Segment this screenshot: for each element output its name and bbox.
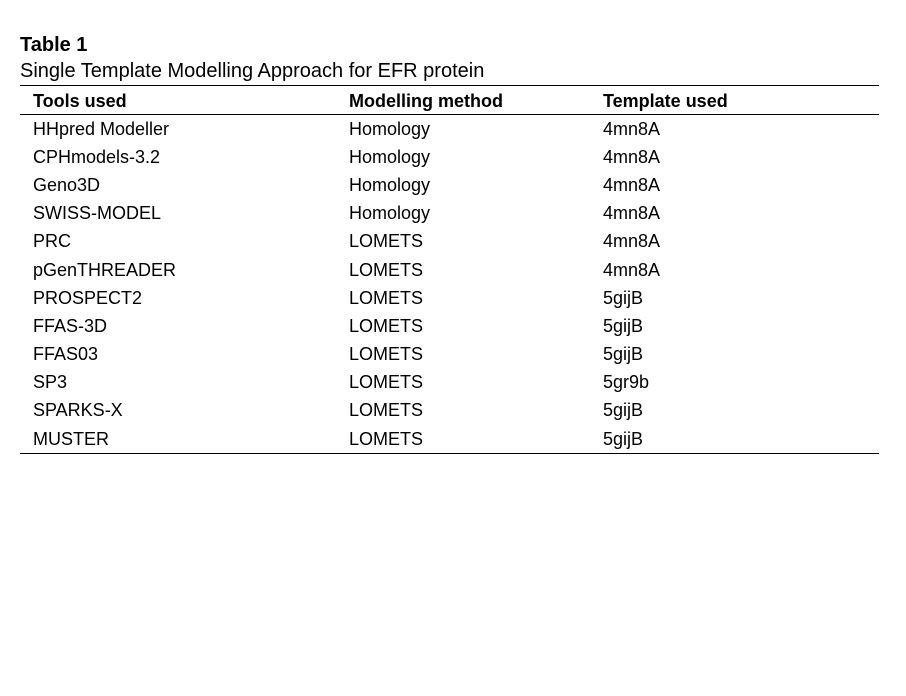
cell-template: 4mn8A bbox=[603, 146, 661, 167]
table-row bbox=[20, 312, 879, 340]
cell-method: LOMETS bbox=[349, 372, 424, 393]
cell-tool: Geno3D bbox=[33, 174, 101, 195]
cell-method: LOMETS bbox=[349, 287, 424, 308]
cell-template: 5gijB bbox=[603, 400, 644, 421]
table-row bbox=[20, 115, 879, 144]
cell-template: 5gijB bbox=[603, 287, 644, 308]
column-header-tools-used: Tools used bbox=[20, 86, 336, 115]
cell-method: LOMETS bbox=[349, 315, 424, 336]
table-caption: Single Template Modelling Approach for EFR protein bbox=[20, 60, 485, 82]
cell-method: Homology bbox=[349, 146, 431, 167]
document bbox=[20, 33, 880, 454]
table-row bbox=[20, 228, 879, 256]
cell-method: LOMETS bbox=[349, 231, 424, 252]
cell-template: 4mn8A bbox=[603, 231, 661, 252]
table-header bbox=[20, 86, 879, 115]
cell-tool: CPHmodels-3.2 bbox=[33, 146, 161, 167]
cell-method: LOMETS bbox=[349, 259, 424, 280]
cell-tool: PRC bbox=[33, 231, 72, 252]
table-row bbox=[20, 171, 879, 199]
cell-tool: SPARKS-X bbox=[33, 400, 123, 421]
table-row bbox=[20, 256, 879, 284]
table-row bbox=[20, 397, 879, 425]
cell-tool: HHpred Modeller bbox=[33, 118, 170, 139]
cell-template: 5gijB bbox=[590, 425, 879, 454]
cell-template: 4mn8A bbox=[603, 203, 661, 224]
cell-method: LOMETS bbox=[349, 400, 424, 421]
cell-tool: SWISS-MODEL bbox=[33, 203, 162, 224]
cell-template: 5gijB bbox=[603, 344, 644, 365]
cell-template: 4mn8A bbox=[603, 174, 661, 195]
column-header-template-used: Template used bbox=[590, 86, 879, 115]
column-header-modelling-method: Modelling method bbox=[336, 86, 590, 115]
cell-method: Homology bbox=[349, 174, 431, 195]
cell-method: LOMETS bbox=[349, 344, 424, 365]
cell-template: 4mn8A bbox=[603, 259, 661, 280]
table-row bbox=[20, 369, 879, 397]
cell-template: 4mn8A bbox=[603, 118, 661, 139]
cell-tool: pGenTHREADER bbox=[33, 259, 177, 280]
cell-tool: MUSTER bbox=[20, 425, 336, 454]
table-row bbox=[20, 425, 879, 454]
table-label: Table 1 bbox=[20, 34, 88, 56]
cell-tool: PROSPECT2 bbox=[33, 287, 143, 308]
cell-method: LOMETS bbox=[336, 425, 590, 454]
cell-method: Homology bbox=[349, 118, 431, 139]
data-table bbox=[20, 85, 879, 454]
table-row bbox=[20, 200, 879, 228]
table-row bbox=[20, 284, 879, 312]
cell-tool: FFAS-3D bbox=[33, 315, 108, 336]
table-header-row bbox=[20, 86, 879, 115]
cell-template: 5gr9b bbox=[603, 372, 650, 393]
table-row bbox=[20, 341, 879, 369]
cell-template: 5gijB bbox=[603, 315, 644, 336]
cell-tool: FFAS03 bbox=[33, 344, 99, 365]
cell-tool: SP3 bbox=[33, 372, 68, 393]
cell-method: Homology bbox=[349, 203, 431, 224]
table-body bbox=[20, 115, 879, 454]
table-row bbox=[20, 143, 879, 171]
